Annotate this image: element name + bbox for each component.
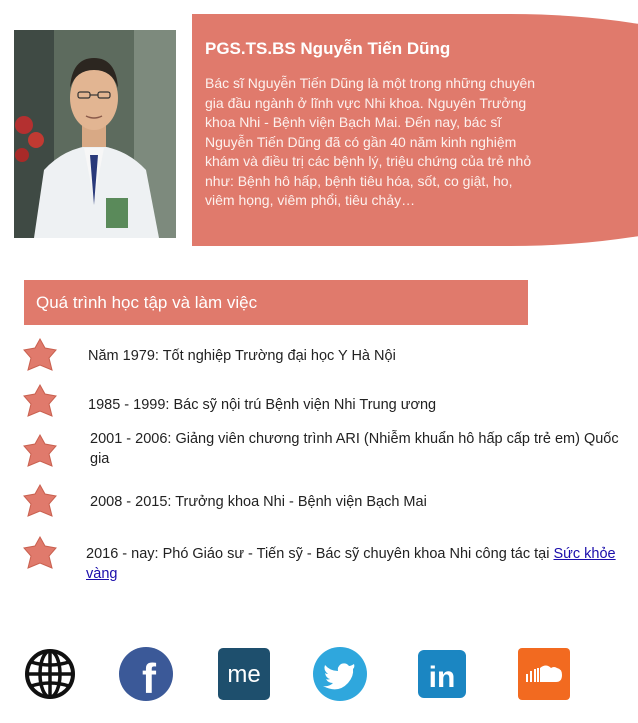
suc-khoe-vang-link[interactable]: Sức khỏe vàng (86, 546, 616, 582)
facebook-icon[interactable] (118, 646, 174, 702)
globe-icon[interactable] (22, 646, 78, 702)
me-icon-label: me (227, 661, 261, 688)
linkedin-icon-label: in (428, 661, 456, 694)
doctor-bio: Bác sĩ Nguyễn Tiến Dũng là một trong những chuyên gia đầu ngành ở lĩnh vực Nhi khoa. Nguyên Trưởng khoa Nhi - Bệnh viện Bạch Mai. Đến nay, bác sĩ Nguyễn Tiến Dũng đã có gần 40 năm kinh nghiệm khám và điều trị các bệnh lý, triệu chứng của trẻ nhỏ như: Bệnh hô hấp, bệnh tiêu hóa, sốt, co giật, ho, viêm họng, viêm phổi, tiêu chảy… (205, 75, 536, 208)
timeline-text (86, 544, 626, 584)
section-header (24, 280, 528, 325)
doctor-name: PGS.TS.BS Nguyễn Tiến Dũng (205, 39, 451, 58)
linkedin-icon[interactable] (414, 646, 470, 702)
star-icon (22, 384, 58, 420)
star-icon (22, 434, 58, 470)
facebook-icon-label: f (142, 655, 156, 702)
timeline-text: 2008 - 2015: Trưởng khoa Nhi - Bệnh viện Bạch Mai (90, 494, 427, 510)
profile-text (205, 38, 545, 211)
me-icon[interactable] (216, 646, 272, 702)
timeline-text-main: 2016 - nay: Phó Giáo sư - Tiến sỹ - Bác sỹ chuyên khoa Nhi công tác tại (86, 546, 554, 562)
timeline-text: Năm 1979: Tốt nghiệp Trường đại học Y Hà Nội (88, 348, 396, 364)
timeline-text: 2001 - 2006: Giảng viên chương trình ARI (Nhiễm khuẩn hô hấp cấp trẻ em) Quốc gia (90, 431, 619, 467)
doctor-photo (14, 30, 176, 238)
timeline-text: 1985 - 1999: Bác sỹ nội trú Bệnh viện Nhi Trung ương (88, 397, 437, 413)
twitter-icon[interactable] (312, 646, 368, 702)
star-icon (22, 484, 58, 520)
star-icon (22, 338, 58, 374)
star-icon (22, 536, 58, 572)
section-title: Quá trình học tập và làm việc (36, 292, 258, 312)
soundcloud-icon[interactable] (516, 646, 572, 702)
